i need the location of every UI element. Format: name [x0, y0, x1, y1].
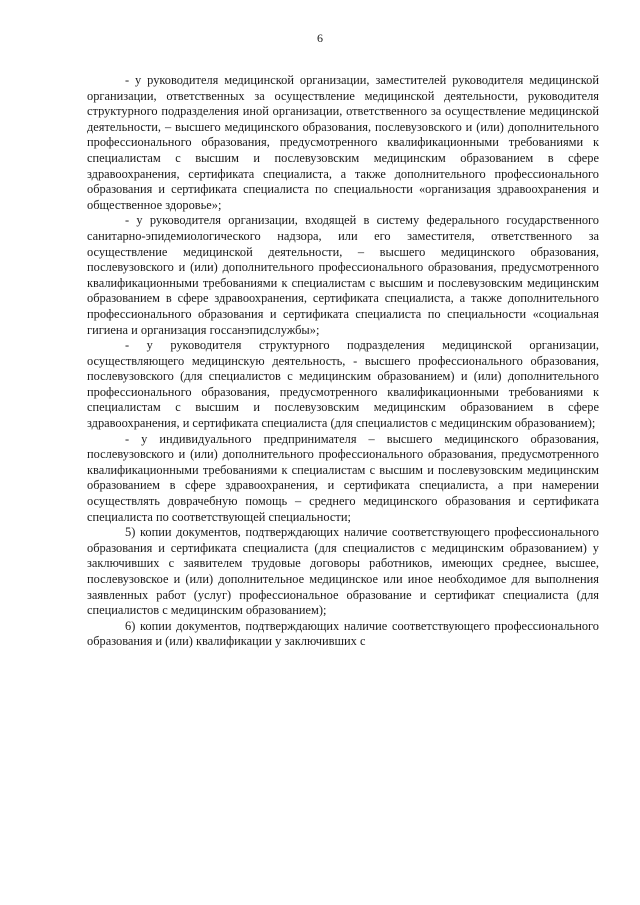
- paragraph-item-6-document-copies: 6) копии документов, подтверждающих наличие соответствующего профессионального образования и (или) квалификации у заключивших с: [87, 618, 599, 649]
- document-body: [87, 73, 599, 650]
- paragraph-head-of-structural-division: - у руководителя структурного подразделения медицинской организации, осуществляющего медицинскую деятельность, - высшего профессионального образования, послевузовского (для специалистов с медицинским образованием) и (или) дополнительного профессионального образования, предусмотренного квалификационными требованиями к специалистам с высшим и послевузовским медицинским образованием в сфере здравоохранения, и сертификата специалиста (для специалистов с медицинским образованием);: [87, 338, 599, 431]
- paragraph-head-of-sanitary-organization: - у руководителя организации, входящей в систему федерального государственного санитарно-эпидемиологического надзора, или его заместителя, ответственного за осуществление медицинской деятельности, – высшего медицинского образования, послевузовского и (или) дополнительного профессионального образования, предусмотренного квалификационными требованиями к специалистам с высшим и послевузовским медицинским образованием в сфере здравоохранения, сертификата специалиста, а также дополнительного профессионального образования и сертификата специалиста по специальности «социальная гигиена и организация госсанэпидслужбы»;: [87, 213, 599, 337]
- paragraph-head-of-medical-organization: - у руководителя медицинской организации, заместителей руководителя медицинской организации, ответственных за осуществление медицинской деятельности, руководителя структурного подразделения иной организации, ответственного за осуществление медицинской деятельности, – высшего медицинского образования, послевузовского и (или) дополнительного профессионального образования, предусмотренного квалификационными требованиями к специалистам с высшим и послевузовским медицинским образованием в сфере здравоохранения, сертификата специалиста, а также дополнительного профессионального образования и сертификата специалиста по специальности «организация здравоохранения и общественное здоровье»;: [87, 73, 599, 212]
- page-number: 6: [317, 31, 323, 45]
- paragraph-item-5-document-copies: 5) копии документов, подтверждающих наличие соответствующего профессионального образования и сертификата специалиста (для специалистов с медицинским образованием) у заключивших с заявителем трудовые договоры работников, имеющих среднее, высшее, послевузовское и (или) дополнительное медицинское или иное необходимое для выполнения заявленных работ (услуг) профессиональное образование и сертификат специалиста (для специалистов с медицинским образованием);: [87, 525, 599, 618]
- paragraph-individual-entrepreneur: - у индивидуального предпринимателя – высшего медицинского образования, послевузовского и (или) дополнительного профессионального образования, предусмотренного квалификационными требованиями к специалистам с высшим и послевузовским медицинским образованием в сфере здравоохранения, и сертификата специалиста, а при намерении осуществлять доврачебную помощь – среднего медицинского образования и сертификата специалиста по соответствующей специальности;: [87, 431, 599, 524]
